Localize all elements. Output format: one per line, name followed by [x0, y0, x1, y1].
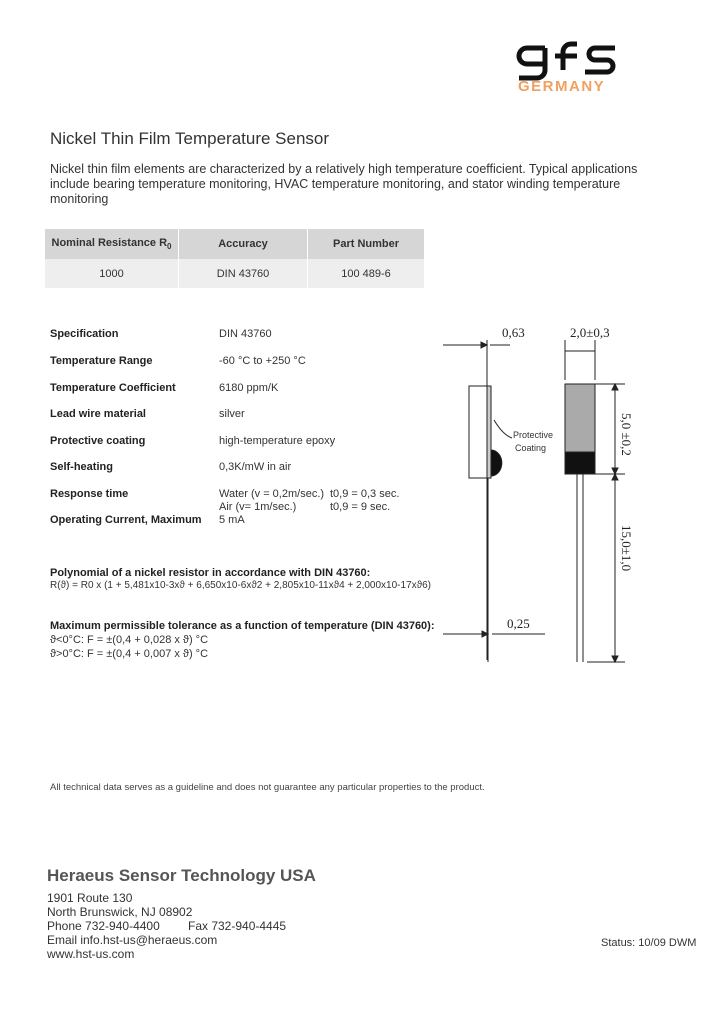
header-accuracy: Accuracy: [179, 229, 308, 259]
header-part-number: Part Number: [308, 229, 425, 259]
spec-value: high-temperature epoxy: [219, 435, 336, 447]
phone: Phone 732-940-4400: [47, 919, 160, 933]
header-nominal-resistance: Nominal Resistance $R_0$: [45, 229, 179, 259]
response-times: [330, 488, 399, 514]
sensor-dimension-diagram: [440, 320, 640, 670]
response-air: Air (v= 1m/sec.): [219, 501, 297, 513]
page-title: Nickel Thin Film Temperature Sensor: [50, 129, 330, 148]
polynomial-heading: Polynomial of a nickel resistor in accordance with DIN 43760:: [50, 567, 371, 579]
cell-accuracy: DIN 43760: [179, 259, 308, 288]
address-street: 1901 Route 130: [47, 891, 133, 905]
website[interactable]: www.hst-us.com: [47, 947, 135, 961]
parts-table: [45, 229, 425, 288]
tolerance-line: ϑ>0°C: F = ±(0,4 + 0,007 x ϑ) °C: [50, 648, 209, 660]
spec-label: Operating Current, Maximum: [50, 514, 202, 526]
spec-value: -60 °C to +250 °C: [219, 355, 306, 367]
tolerance-line: ϑ<0°C: F = ±(0,4 + 0,028 x ϑ) °C: [50, 634, 209, 646]
spec-value: DIN 43760: [219, 328, 272, 340]
spec-label: Protective coating: [50, 435, 146, 447]
intro-text: Nickel thin film elements are characterized by a relatively high temperature coefficient. Typical applications include bearing temperature monitoring, HVAC temperature monitoring, and stator winding temperature monitoring: [50, 162, 638, 206]
address-city: North Brunswick, NJ 08902: [47, 905, 193, 919]
response-water-time: t0,9 = 0,3 sec.: [330, 488, 400, 500]
spec-label: Temperature Range: [50, 355, 153, 367]
email[interactable]: Email info.hst-us@heraeus.com: [47, 933, 218, 947]
status: Status: 10/09 DWM: [601, 937, 697, 949]
spec-label: Response time: [50, 488, 129, 500]
fax: Fax 732-940-4445: [188, 919, 287, 933]
response-water: Water (v = 0,2m/sec.): [219, 488, 325, 500]
company-name: Heraeus Sensor Technology USA: [47, 866, 316, 885]
spec-label: Self-heating: [50, 461, 113, 473]
gfs-logo: [515, 38, 619, 82]
spec-label: Temperature Coefficient: [50, 382, 176, 394]
dim-lead: 15,0±1,0: [619, 525, 634, 572]
spec-value: 6180 ppm/K: [219, 382, 279, 394]
coating-label-line2: Coating: [515, 443, 547, 453]
table-row: [45, 259, 425, 288]
dim-width: 2,0±0,3: [570, 325, 610, 340]
response-air-time: t0,9 = 9 sec.: [330, 501, 391, 513]
cell-part-number: 100 489-6: [308, 259, 425, 288]
dim-thickness: 0,63: [502, 325, 525, 340]
response-conditions: [219, 488, 324, 514]
spec-label: Specification: [50, 328, 119, 340]
coating-label-line1: Protective: [513, 430, 554, 440]
spec-label: Lead wire material: [50, 408, 146, 420]
spec-value: silver: [219, 408, 245, 420]
tolerance-heading: Maximum permissible tolerance as a function of temperature (DIN 43760):: [50, 620, 435, 632]
cell-resistance: 1000: [45, 259, 179, 288]
polynomial-formula: R(ϑ) = R0 x (1 + 5,481x10-3xϑ + 6,650x10-6xϑ2 + 2,805x10-11xϑ4 + 2,000x10-17xϑ6): [50, 580, 431, 591]
disclaimer: All technical data serves as a guideline and does not guarantee any particular properties to the product.: [50, 782, 485, 793]
dim-wire: 0,25: [507, 616, 530, 631]
dim-height: 5,0 ±0,2: [619, 413, 634, 456]
logo-country: GERMANY: [518, 78, 606, 95]
spec-value: 5 mA: [219, 514, 245, 526]
spec-value: 0,3K/mW in air: [219, 461, 292, 473]
